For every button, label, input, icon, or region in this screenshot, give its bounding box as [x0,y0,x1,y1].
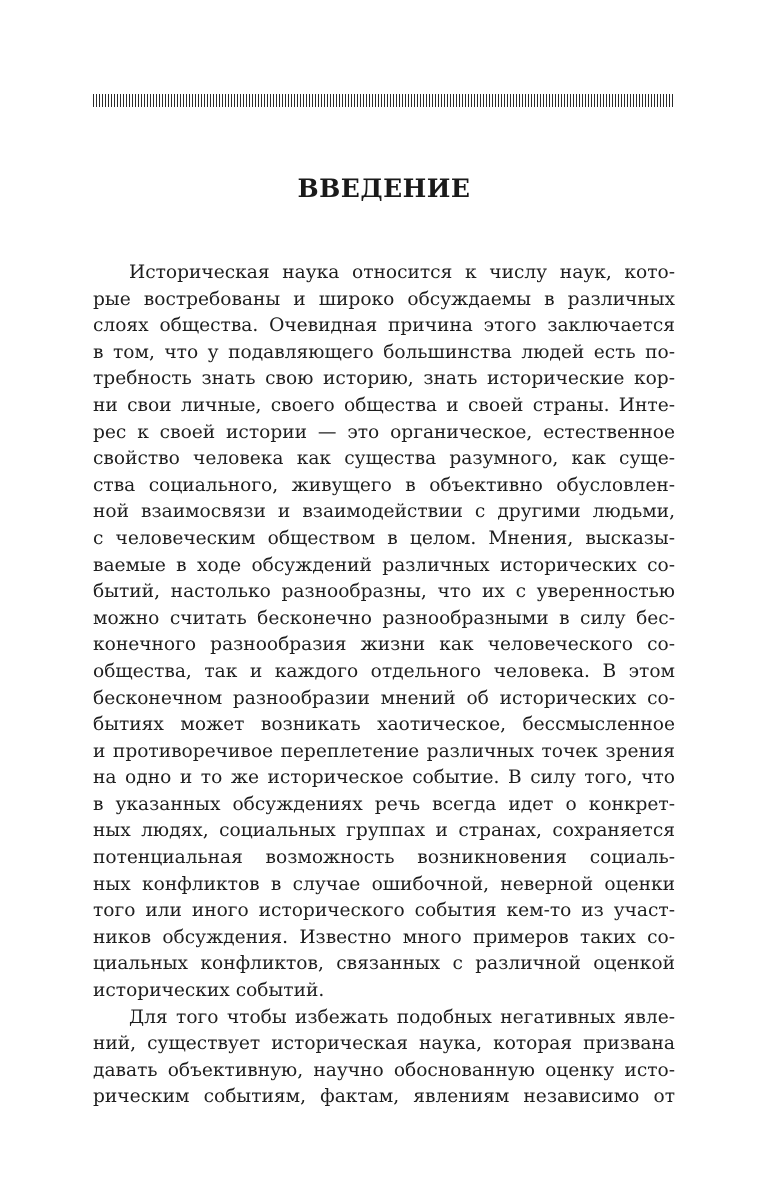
text-line: рическим событиям, фактам, явлениям независимо от [93,1086,675,1108]
text-line: бытий, настолько разнообразны, что их с уверенностью [93,581,675,603]
text-line: бытиях может возникать хаотическое, бессмысленное [93,714,675,736]
text-line: конечного разнообразия жизни как человеческого со- [93,634,675,656]
text-line: в том, что у подавляющего большинства людей есть по- [93,341,675,363]
text-line: ников обсуждения. Известно много примеров таких со- [93,926,675,948]
text-line: Для того чтобы избежать подобных негативных явле- [129,1006,675,1028]
text-line: рес к своей истории — это органическое, естественное [93,421,675,443]
text-line: ных людях, социальных группах и странах, сохраняется [93,820,675,842]
text-line: рые востребованы и широко обсуждаемы в различных [93,288,675,310]
text-line: на одно и то же историческое событие. В силу того, что [93,767,675,789]
paragraph-1 [93,260,675,1005]
text-line: ний, существует историческая наука, которая призвана [93,1033,675,1055]
text-line: ной взаимосвязи и взаимодействии с другими людьми, [93,501,675,523]
text-line: Историческая наука относится к числу наук, кото- [129,262,675,283]
text-line: ных конфликтов в случае ошибочной, неверной оценки [93,873,675,895]
text-line: слоях общества. Очевидная причина этого заключается [93,315,675,337]
paragraph-2 [93,1005,675,1111]
text-line: потенциальная возможность возникновения социаль- [93,847,675,869]
text-line: того или иного исторического события кем-то из участ- [93,900,675,922]
chapter-title: ВВЕДЕНИЕ [297,174,471,203]
text-line: и противоречивое переплетение различных точек зрения [93,740,675,762]
ornamental-header-rule [93,94,675,107]
text-line: ваемые в ходе обсуждений различных исторических со- [93,554,675,576]
text-line: общества, так и каждого отдельного человека. В этом [93,660,675,682]
text-line: с человеческим обществом в целом. Мнения, высказы- [93,527,675,549]
text-line: исторических событий. [93,980,325,1002]
body-text [93,260,675,1111]
text-line: в указанных обсуждениях речь всегда идет о конкрет- [93,793,675,815]
text-line: ства социального, живущего в объективно обусловлен- [93,474,675,496]
text-line: можно считать бесконечно разнообразными в силу бес- [93,607,675,629]
text-line: бесконечном разнообразии мнений об исторических со- [93,687,675,709]
text-line: циальных конфликтов, связанных с различной оценкой [93,953,675,975]
text-line: требность знать свою историю, знать исторические кор- [93,368,675,390]
text-line: давать объективную, научно обоснованную оценку исто- [93,1059,675,1081]
text-line: свойство человека как существа разумного, как суще- [93,448,675,470]
text-line: ни свои личные, своего общества и своей страны. Инте- [93,394,675,416]
